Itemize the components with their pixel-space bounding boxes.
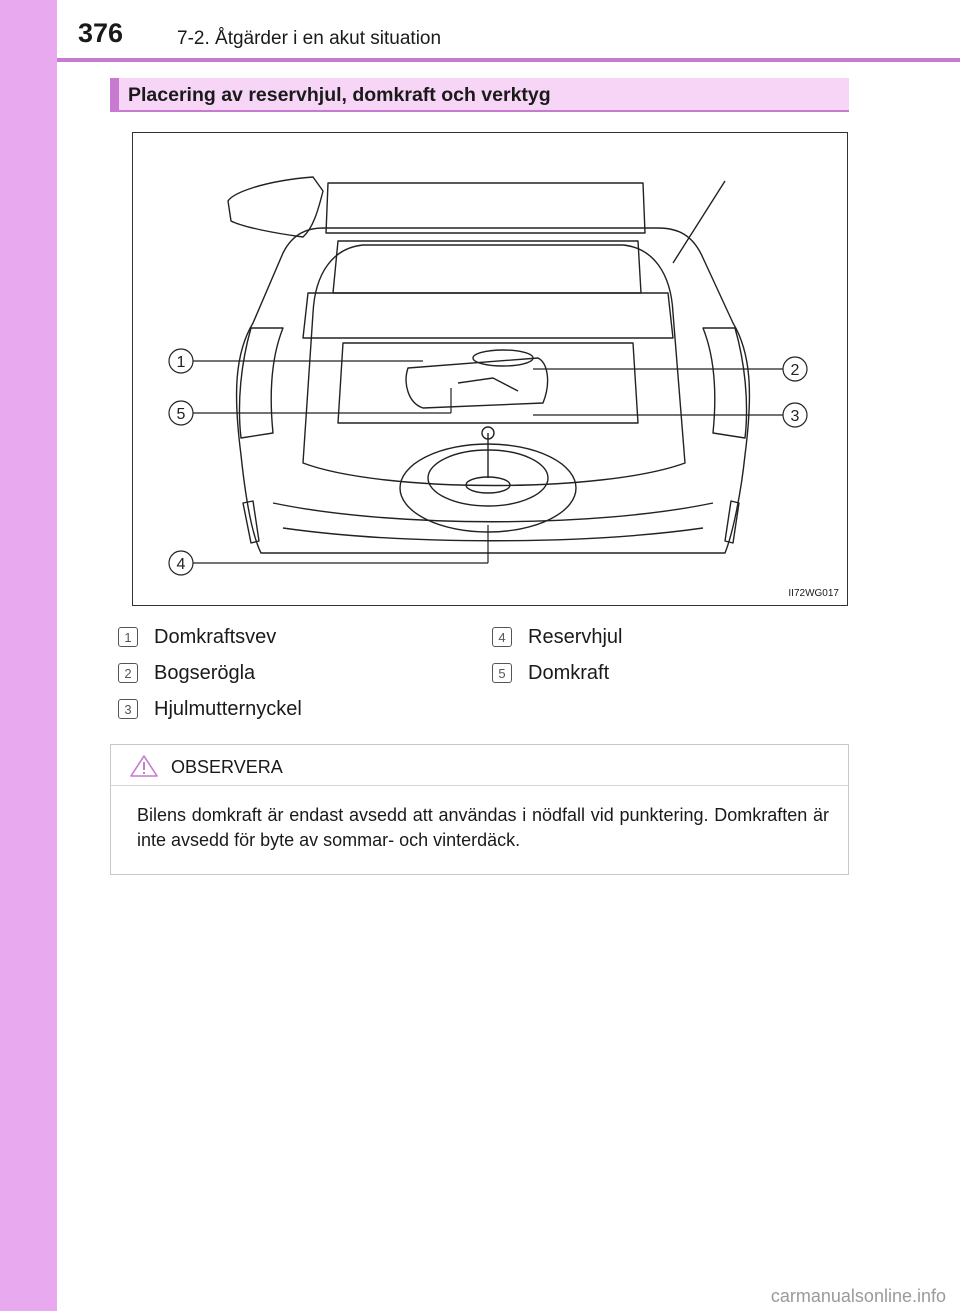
legend-item-5: [492, 658, 609, 688]
legend-label: Bogserögla: [154, 661, 256, 684]
side-color-strip: [0, 0, 57, 1311]
notice-header: [111, 745, 848, 786]
legend-number-badge: 5: [492, 663, 512, 683]
section-accent: [110, 78, 119, 110]
section-title: Placering av reservhjul, domkraft och verktyg: [128, 84, 551, 106]
caution-notice: [110, 744, 849, 875]
trunk-drawing: [133, 133, 849, 607]
callout-5: 5: [176, 406, 186, 423]
figure-legend: [118, 622, 818, 732]
legend-number-badge: 3: [118, 699, 138, 719]
legend-number-badge: 2: [118, 663, 138, 683]
callout-2: 2: [790, 362, 800, 379]
legend-label: Domkraftsvev: [154, 625, 277, 648]
callout-4: 4: [176, 556, 186, 573]
legend-label: Domkraft: [528, 661, 610, 684]
legend-item-3: [118, 694, 302, 724]
legend-label: Hjulmutternyckel: [154, 697, 302, 720]
watermark: carmanualsonline.info: [770, 1286, 946, 1306]
notice-body: Bilens domkraft är endast avsedd att användas i nödfall vid punktering. Domkraften är inte avsedd för byte av sommar- och vinterdäck.: [137, 805, 829, 850]
legend-item-1: [118, 622, 276, 652]
figure-code: II72WG017: [788, 588, 839, 599]
trunk-illustration: [132, 132, 848, 606]
legend-number-badge: 1: [118, 627, 138, 647]
legend-label: Reservhjul: [528, 625, 623, 648]
header-rule: [57, 58, 960, 62]
warning-triangle-icon: [129, 754, 159, 783]
legend-item-4: [492, 622, 622, 652]
page-number: 376: [78, 18, 124, 48]
notice-title: OBSERVERA: [171, 757, 283, 777]
callout-1: 1: [176, 354, 186, 371]
legend-item-2: [118, 658, 255, 688]
callout-3: 3: [790, 408, 800, 425]
section-heading-bar: [110, 78, 849, 112]
legend-number-badge: 4: [492, 627, 512, 647]
chapter-title: 7-2. Åtgärder i en akut situation: [177, 28, 442, 49]
